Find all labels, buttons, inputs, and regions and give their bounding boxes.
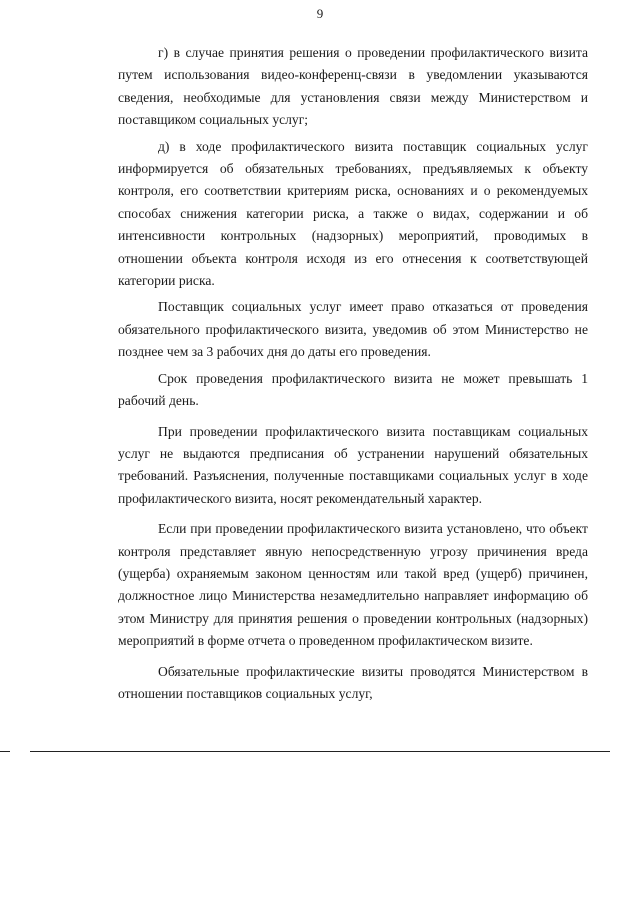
paragraph-visit-information: д) в ходе профилактического визита поставщик социальных услуг информируется об обязательных требованиях, предъявляемых к объекту контроля, его соответствии критериям риска, основаниях и о рекомендуемых способах снижения категории риска, а также о видах, содержании и об интенсивности контрольных (надзорных) мероприятий, проводимых в отношении объекта контроля исходя из его отнесения к соответствующей категории риска. — [118, 138, 588, 289]
page-divider — [30, 751, 610, 752]
paragraph-threat-detected: Если при проведении профилактического визита установлено, что объект контроля представляет явную непосредственную угрозу причинения вреда (ущерба) охраняемым законом ценностям или такой вред (ущерб) причинен, должностное лицо Министерства незамедлительно направляет информацию об этом Министру для принятия решения о проведении контрольных (надзорных) мероприятий в форме отчета о проведенном профилактическом визите. — [118, 521, 588, 649]
paragraph-mandatory-visits: Обязательные профилактические визиты проводятся Министерством в отношении поставщиков социальных услуг, — [118, 663, 588, 701]
page-number: 9 — [316, 6, 324, 21]
document-body — [118, 42, 588, 705]
paragraph-no-orders: При проведении профилактического визита поставщикам социальных услуг не выдаются предписания об устранении нарушений обязательных требований. Разъяснения, полученные поставщиками социальных услуг в ходе профилактического визита, носят рекомендательный характер. — [118, 423, 588, 506]
paragraph-visit-duration: Срок проведения профилактического визита не может превышать 1 рабочий день. — [118, 370, 588, 409]
paragraph-videoconference-notice: г) в случае принятия решения о проведении профилактического визита путем использования видео-конференц-связи в уведомлении указываются сведения, необходимые для установления связи между Министерством и поставщиком социальных услуг; — [118, 45, 588, 128]
page-divider-left — [0, 751, 10, 752]
paragraph-right-to-refuse: Поставщик социальных услуг имеет право отказаться от проведения обязательного профилактического визита, уведомив об этом Министерство не позднее чем за 3 рабочих дня до даты его проведения. — [118, 299, 588, 360]
